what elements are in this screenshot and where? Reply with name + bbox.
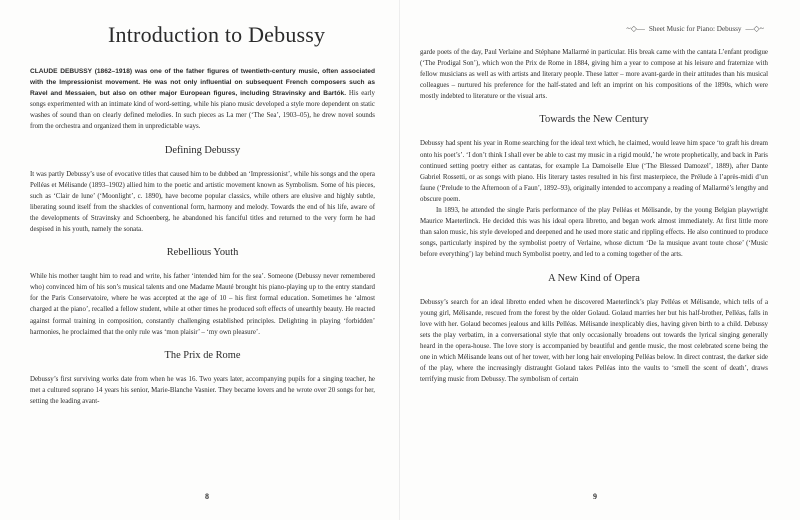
heading-new-century: Towards the New Century [539, 114, 649, 126]
right-text-column [420, 47, 768, 385]
paragraph-new-century-2: In 1893, he attended the single Paris performance of the play Pelléas et Mélisande, by the young Belgian playwright Maurice Maeterlinck. He decided this was his ideal opera libretto, and began work almost immediately. At first little more than salon music, his style developed and deepened and he used more static and rippling effects. He also continued to produce songs, particularly inspired by the symbolist poetry of Verlaine, whose dictum ‘De la musique avant toute chose’ (‘Music before everything’) lay behind much Symbolist poetry, and led to a coming together of the arts. [420, 207, 768, 259]
left-text-column [30, 66, 375, 407]
ornament-right-icon: —◇~ [745, 24, 764, 33]
paragraph-new-opera: Debussy’s search for an ideal libretto ended when he discovered Maeterlinck’s play Pelléas et Mélisande, which tells of a young girl, Mélisande, rescued from the forest by the older Golaud. Golaud marries her but his half-brother, Pelléas, falls in love with her. Golaud becomes jealous and kills Pelléas. Mélisande inexplicably dies, having given birth to a child. Debussy sets the play verbatim, in a conversational style that only occasionally broadens out towards the lyrical singing generally heard in the opera-house. The love story is accompanied by beautiful and gentle music, the most celebrated scene being the one in which Mélisande leans out of her tower, with her long hair enveloping Pelléas below. In direct contrast, the darker side of the play, where the increasingly distraught Golaud takes Pelléas into the vaults to ‘smell the scent of death’, draws terrifying music from Debussy. The symbolism of certain [420, 298, 768, 384]
page-number-left: 8 [205, 492, 209, 501]
chapter-title: Introduction to Debussy [108, 22, 326, 47]
right-page [400, 0, 800, 520]
intro-lead-bold: CLAUDE DEBUSSY (1862–1918) was one of the father figures of twentieth-century music, often associated with the Impressionist movement. He was not only influential on subsequent French composers such as Ravel and Messaien, but also on other major European figures, including Stravinsky and Bartók. [30, 68, 375, 98]
heading-defining-debussy: Defining Debussy [164, 144, 241, 156]
intro-lead-rest: His early songs experimented with an intimate kind of word-setting, while his piano music developed a style more dependent on static washes of sound than on clearly defined melodies. In such pieces as La mer (‘The Sea’, 1903–05), he drew novel sounds from the orchestra and organized them in unpredictable ways. [30, 90, 375, 131]
ornament-left-icon: ~◇— [626, 24, 645, 33]
paragraph-new-century-1: Debussy had spent his year in Rome searching for the ideal text which, he claimed, would leave him space ‘to graft his dream onto his poet’s’. ‘I don’t think I shall ever be able to cast my music in a rigid mould,’ he wrote prophetically, and back in Paris continued setting poetry either as cantatas, for example La Damoiselle Elue (‘The Blessed Damozel’, 1889), after Dante Gabriel Rossetti, or as songs with piano. His literary tastes resulted in his first masterpiece, the Prélude à l’après-midi d’un faune (‘Prelude to the Afternoon of a Faun’, 1892–93), originally intended to accompany a reading of Mallarmé’s lengthy and obscure poem. [420, 140, 768, 203]
paragraph-rebellious-youth: While his mother taught him to read and write, his father ‘intended him for the sea’. Someone (Debussy never remembered who) convinced him of his son’s musical talents and one Madame Mauté brought his piano-playing up to the entry standard for the Paris Conservatoire, where he was accepted at the age of 10 – his first formal education. Sometimes he ‘almost charged at the piano’, recalled a fellow student, while at other times he produced soft effects of unearthly beauty. He reacted against formal training in composition, constantly challenging established principles. Delighting in playing ‘forbidden’ harmonies, he proclaimed that the only rule was ‘mon plaisir’ – ‘my own pleasure’. [30, 273, 375, 336]
paragraph-defining-debussy: It was partly Debussy’s use of evocative titles that caused him to be dubbed an ‘Impressionist’, while his songs and the opera Pelléas et Mélisande (1893–1902) allied him to the poetic and artistic movement known as Symbolism. Some of his pieces, such as ‘Clair de lune’ (‘Moonlight’, c. 1890), have become popular classics, while others are elusive and highly subtle, liberating sound itself from the shackles of conventional form, harmony and melody. Towards the end of his life, aware of the developments of Stravinsky and Schoenberg, he abandoned his fanciful titles and returned to the very form he had despised in his youth, namely the sonata. [30, 170, 375, 234]
running-head [626, 24, 764, 33]
paragraph-continuation: garde poets of the day, Paul Verlaine and Stéphane Mallarmé in particular. His break came with the cantata L’enfant prodigue (‘The Prodigal Son’), which won the Prix de Rome in 1884, giving him a year to compose at his leisure and fraternize with fellow musicians as well as with artists and literary people. These latter – more avant-garde in their attitudes than his musical colleagues – nurtured his preference for the half-stated and left an imprint on his compositions of the 1890s, which were mostly indebted to literature or the visual arts. [420, 49, 768, 101]
heading-new-opera: A New Kind of Opera [548, 272, 640, 284]
page-number-right: 9 [593, 492, 597, 501]
paragraph-prix-de-rome: Debussy’s first surviving works date from when he was 16. Two years later, accompanying pupils for a singing teacher, he met a cultured soprano 14 years his senior, Marie-Blanche Vasnier. They became lovers and he wrote over 20 songs for her, setting the leading avant- [30, 375, 375, 405]
intro-paragraph [30, 66, 375, 133]
heading-prix-de-rome: The Prix de Rome [164, 349, 241, 361]
running-head-text: Sheet Music for Piano: Debussy [648, 24, 742, 33]
heading-rebellious-youth: Rebellious Youth [166, 247, 239, 259]
